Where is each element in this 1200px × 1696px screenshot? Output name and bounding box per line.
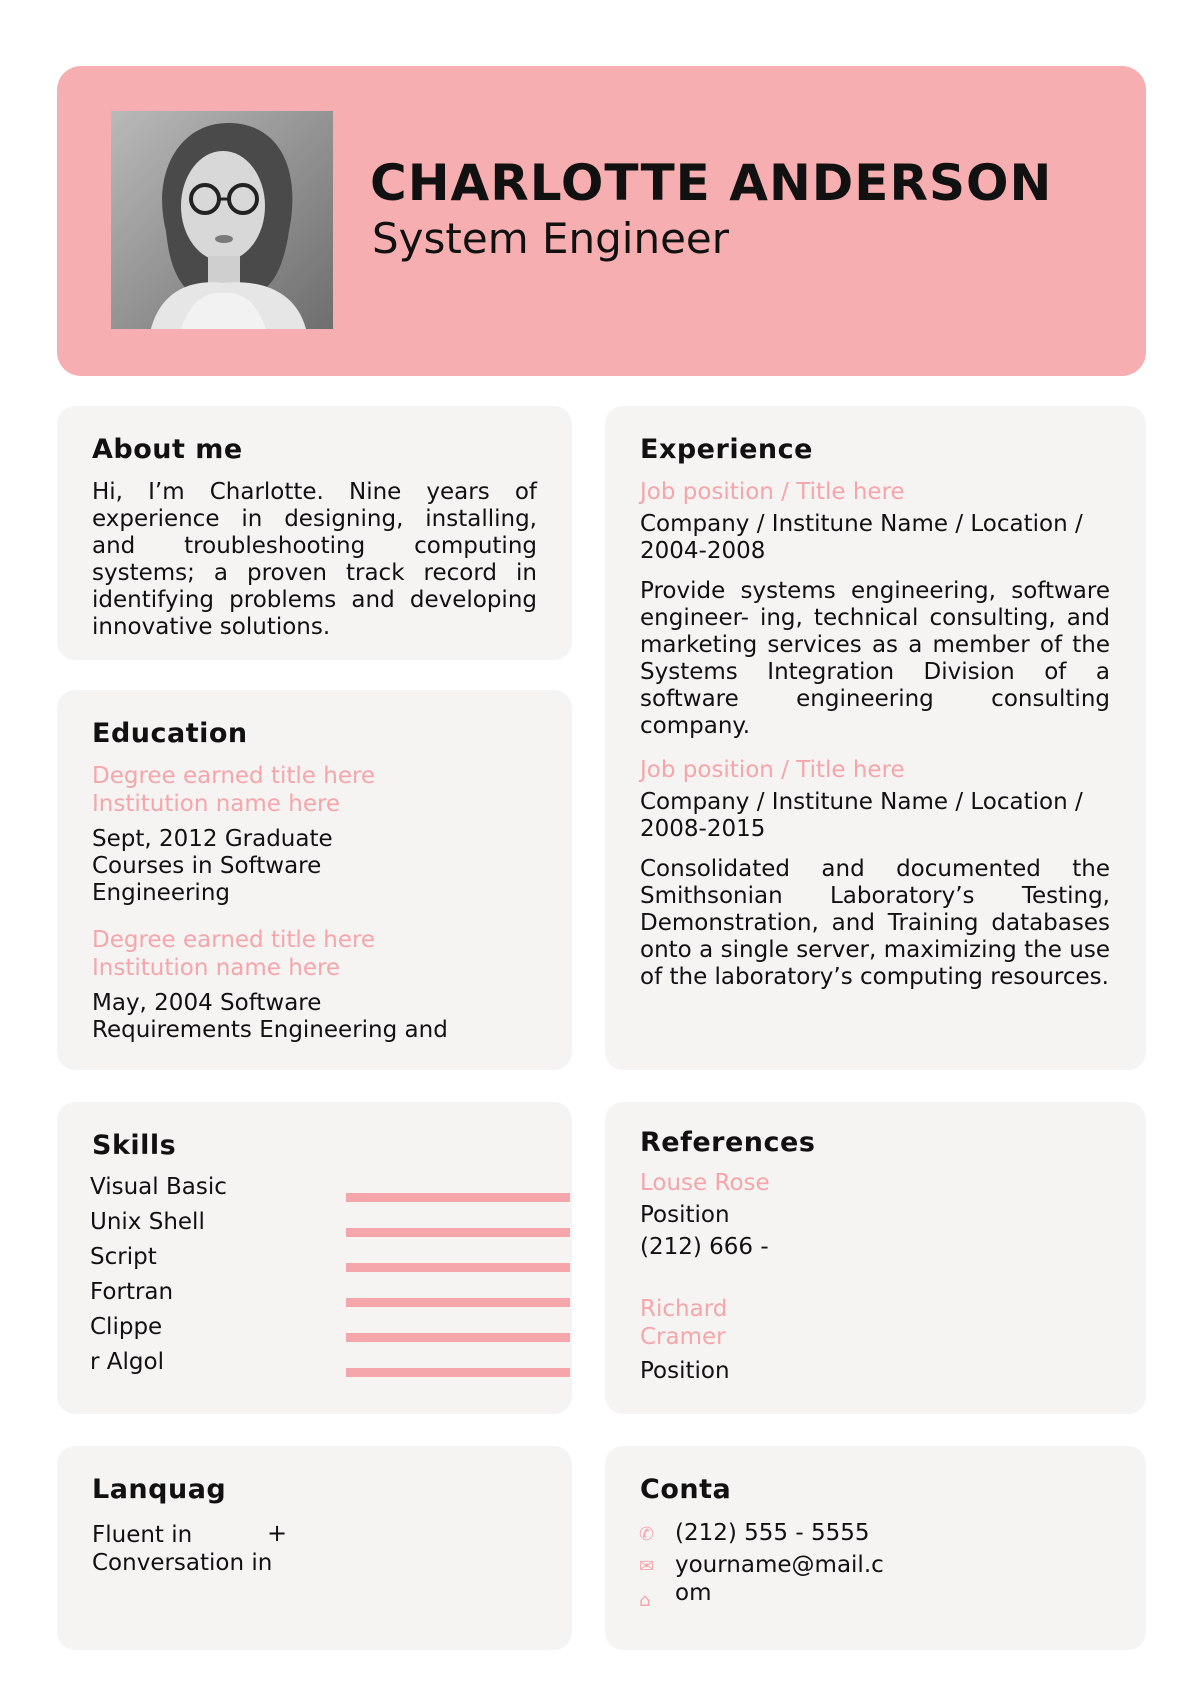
languages-heading: Lanquag	[92, 1474, 227, 1505]
skill-level-fill	[346, 1228, 570, 1237]
skill-name: Visual Basic	[90, 1174, 227, 1200]
skill-name: Script	[90, 1244, 157, 1270]
references-card	[605, 1102, 1146, 1414]
education-detail: May, 2004 Software Requirements Engineering and	[92, 990, 448, 1043]
skill-level-bar	[346, 1193, 570, 1202]
phone-icon: ✆	[639, 1524, 655, 1545]
skill-row	[90, 1174, 560, 1208]
profile-photo-image	[111, 111, 333, 329]
education-heading: Education	[92, 718, 248, 749]
reference-name: Richard	[640, 1296, 728, 1322]
skills-card	[57, 1102, 572, 1414]
about-text: Hi, I’m Charlotte. Nine years of experience in designing, installing, and troubleshooting computing systems; a proven track record in identifying problems and developing innovative solutions.	[92, 479, 537, 640]
location-icon: ⌂	[639, 1590, 651, 1611]
contact-phone: (212) 555 - 5555	[675, 1520, 870, 1546]
job-company: Company / Institune Name / Location / 2004-2008	[640, 511, 1083, 564]
skill-name: Clippe	[90, 1314, 163, 1340]
skill-name: Fortran	[90, 1279, 174, 1305]
reference-name: Louse Rose	[640, 1170, 770, 1196]
job-position: Job position / Title here	[640, 757, 905, 783]
skill-row	[90, 1209, 560, 1243]
skill-name: r Algol	[90, 1349, 164, 1375]
job-company: Company / Institune Name / Location / 2008-2015	[640, 789, 1083, 842]
skill-level-bar	[346, 1228, 570, 1237]
skill-row	[90, 1349, 560, 1383]
candidate-title: System Engineer	[372, 214, 730, 263]
job-description: Consolidated and documented the Smithsonian Laboratory’s Testing, Demonstration, and Training databases onto a single server, maximizing the use of the laboratory’s computing resources.	[640, 856, 1110, 990]
reference-name: Cramer	[640, 1324, 726, 1350]
profile-photo	[111, 111, 333, 329]
skill-level-fill	[346, 1368, 570, 1377]
skill-row	[90, 1279, 560, 1313]
skill-level-bar	[346, 1333, 570, 1342]
references-heading: References	[640, 1127, 816, 1158]
degree-title: Degree earned title here	[92, 927, 376, 953]
plus-icon: +	[267, 1519, 288, 1547]
skill-row	[90, 1244, 560, 1278]
about-heading: About me	[92, 434, 243, 465]
skill-level-fill	[346, 1298, 570, 1307]
skill-name: Unix Shell	[90, 1209, 205, 1235]
job-position: Job position / Title here	[640, 479, 905, 505]
contact-email: yourname@mail.c	[675, 1552, 884, 1578]
institution-name: Institution name here	[92, 955, 341, 981]
contact-email-continued: om	[675, 1580, 712, 1606]
about-card	[57, 406, 572, 660]
skill-level-bar	[346, 1368, 570, 1377]
degree-title: Degree earned title here	[92, 763, 376, 789]
reference-phone: (212) 666 -	[640, 1234, 769, 1260]
skill-level-fill	[346, 1193, 570, 1202]
experience-heading: Experience	[640, 434, 813, 465]
job-description: Provide systems engineering, software engineer- ing, technical consulting, and marketing services as a member of the Systems Integration Division of a software engineering consulting company.	[640, 578, 1110, 739]
skill-level-bar	[346, 1298, 570, 1307]
skills-heading: Skills	[92, 1130, 177, 1161]
candidate-name: CHARLOTTE ANDERSON	[370, 154, 1053, 212]
email-icon: ✉	[639, 1556, 655, 1577]
contact-heading: Conta	[640, 1474, 732, 1505]
skill-level-fill	[346, 1263, 570, 1272]
header-banner	[57, 66, 1146, 376]
languages-card	[57, 1446, 572, 1650]
skill-level-fill	[346, 1333, 570, 1342]
reference-position: Position	[640, 1358, 730, 1384]
institution-name: Institution name here	[92, 791, 341, 817]
education-card	[57, 690, 572, 1070]
education-detail: Sept, 2012 Graduate Courses in Software Engineering	[92, 826, 333, 906]
reference-position: Position	[640, 1202, 730, 1228]
skill-row	[90, 1314, 560, 1348]
language-item: Fluent in	[92, 1522, 193, 1548]
experience-card	[605, 406, 1146, 1070]
contact-card	[605, 1446, 1146, 1650]
language-item: Conversation in	[92, 1550, 273, 1576]
skill-level-bar	[346, 1263, 570, 1272]
